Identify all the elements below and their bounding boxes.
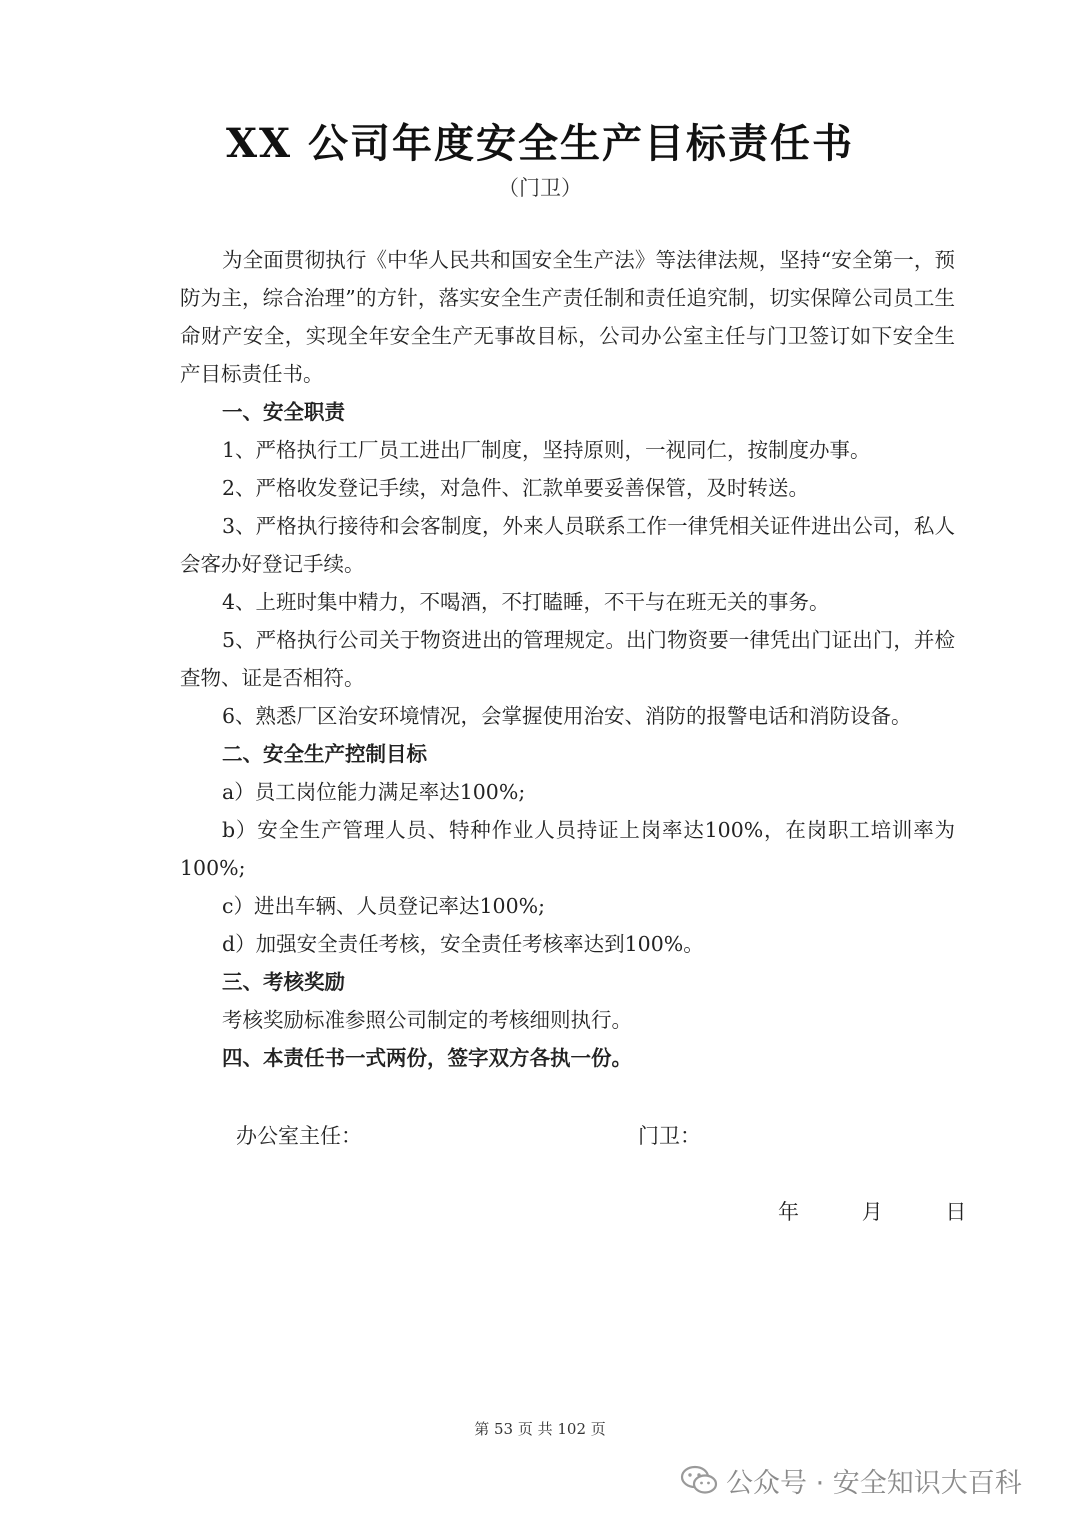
assessment-text: 考核奖励标准参照公司制定的考核细则执行。 <box>222 1008 632 1032</box>
target-item: a）员工岗位能力满足率达100%; <box>222 780 526 804</box>
watermark-text: 公众号 · 安全知识大百科 <box>726 1467 1022 1499</box>
section-heading-duties: 一、安全职责 <box>222 400 345 424</box>
date-line <box>778 1196 966 1226</box>
target-item: c）进出车辆、人员登记率达100%; <box>222 894 545 918</box>
document-body <box>180 241 955 1077</box>
duty-item: 1、严格执行工厂员工进出厂制度，坚持原则，一视同仁，按制度办事。 <box>222 438 871 462</box>
target-item: b）安全生产管理人员、特种作业人员持证上岗率达100%，在岗职工培训率为100%; <box>180 818 955 880</box>
intro-paragraph: 为全面贯彻执行《中华人民共和国安全生产法》等法律法规，坚持“安全第一，预防为主，综合治理”的方针，落实安全生产责任制和责任追究制，切实保障公司员工生命财产安全，实现全年安全生产无事故目标，公司办公室主任与门卫签订如下安全生产目标责任书。 <box>180 248 955 386</box>
section-heading-targets: 二、安全生产控制目标 <box>222 742 427 766</box>
duty-item: 2、严格收发登记手续，对急件、汇款单要妥善保管，及时转送。 <box>222 476 810 500</box>
office-director-signature-label: 办公室主任： <box>236 1124 362 1148</box>
section-heading-assessment: 三、考核奖励 <box>222 970 345 994</box>
gatekeeper-signature-label: 门卫： <box>638 1124 701 1148</box>
duty-item: 3、严格执行接待和会客制度，外来人员联系工作一律凭相关证件进出公司，私人会客办好登记手续。 <box>180 514 955 576</box>
date-month-label: 月 <box>861 1200 883 1224</box>
document-title: XX 公司年度安全生产目标责任书 <box>226 120 854 167</box>
target-item: d）加强安全责任考核，安全责任考核率达到100%。 <box>222 932 704 956</box>
copies-clause: 四、本责任书一式两份，签字双方各执一份。 <box>222 1046 632 1070</box>
wechat-icon <box>680 1465 718 1495</box>
date-day-label: 日 <box>945 1200 967 1224</box>
document-subtitle: （门卫） <box>498 176 582 200</box>
duty-item: 6、熟悉厂区治安环境情况，会掌握使用治安、消防的报警电话和消防设备。 <box>222 704 912 728</box>
date-year-label: 年 <box>778 1200 799 1224</box>
duty-item: 5、严格执行公司关于物资进出的管理规定。出门物资要一律凭出门证出门，并检查物、证是否相符。 <box>180 628 955 690</box>
page-number-footer: 第 53 页 共 102 页 <box>474 1420 606 1438</box>
watermark <box>680 1458 1022 1502</box>
duty-item: 4、上班时集中精力，不喝酒，不打瞌睡，不干与在班无关的事务。 <box>222 590 830 614</box>
